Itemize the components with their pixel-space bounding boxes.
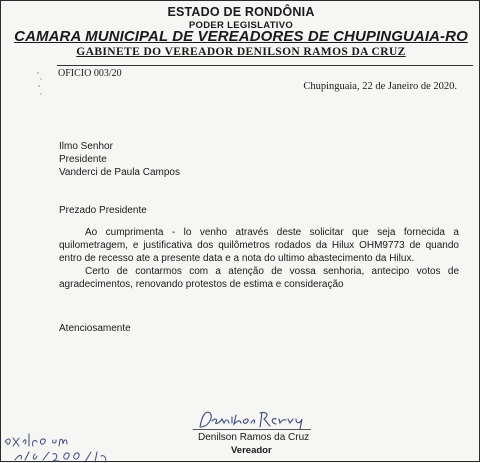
power-heading: PODER LEGISLATIVO	[188, 20, 294, 31]
paragraph-request: Ao cumprimenta - lo venho através deste solicitar que seja fornecida a quilometragem, e justificativa dos quilômetros rodados da Hilux OHM9773 de quando entro de recesso ate a presente data e a nota do ultimo abastecimento da Hilux.	[59, 227, 459, 264]
recipient-title: Presidente	[59, 154, 107, 165]
recipient-name: Vanderci de Paula Campos	[59, 167, 180, 178]
signer-role: Vereador	[231, 445, 272, 456]
closing: Atenciosamente	[59, 323, 131, 334]
header-divider	[57, 65, 473, 66]
greeting: Prezado Presidente	[59, 205, 147, 216]
state-heading: ESTADO DE RONDÔNIA	[167, 5, 315, 19]
signer-name: Denilson Ramos da Cruz	[198, 432, 310, 443]
date-line: Chupinguaia, 22 de Janeiro de 2020.	[303, 81, 457, 92]
paragraph-closing: Certo de contarmos com a atenção de vossa senhoria, antecipo votos de agradecimentos, renovando protestos de estima e consideração	[59, 266, 459, 290]
signature-line	[193, 429, 311, 430]
recipient-salutation: Ilmo Senhor	[59, 141, 113, 152]
cabinet-heading: GABINETE DO VEREADOR DENILSON RAMOS DA CRUZ	[76, 46, 406, 58]
punch-marks-icon	[35, 69, 45, 99]
office-number: OFICIO 003/20	[58, 68, 122, 79]
received-stamp-handwriting	[1, 426, 141, 463]
chamber-heading: CAMARA MUNICIPAL DE VEREADORES DE CHUPINGUAIA-RO	[14, 28, 468, 45]
